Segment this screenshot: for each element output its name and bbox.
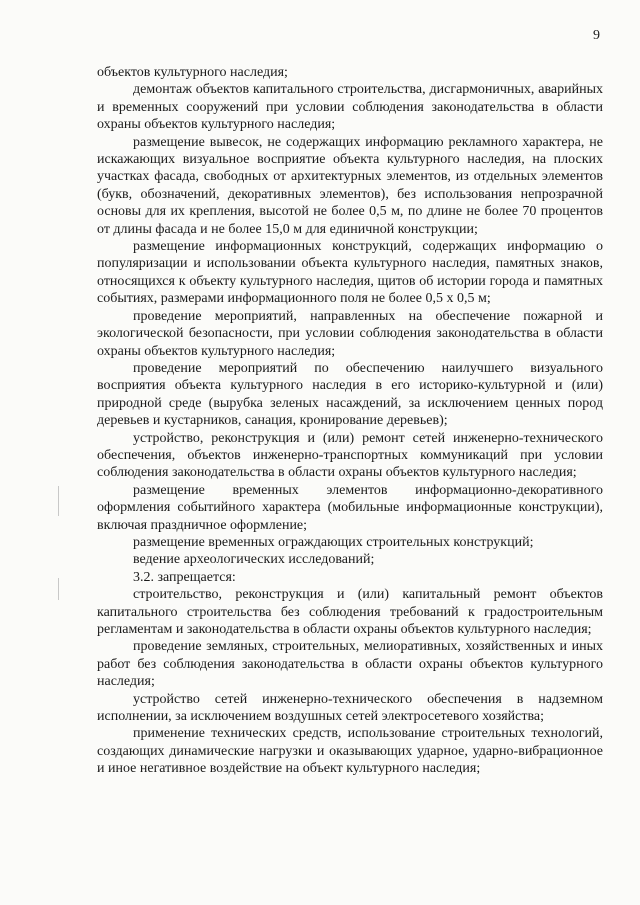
paragraph: размещение временных элементов информационно-декоративного оформления событийного характера (мобильные информационные конструкции), включая праздничное оформление; [97,482,603,533]
paragraph: строительство, реконструкция и (или) капитальный ремонт объектов капитального строительства без соблюдения требований к градостроительным регламентам и законодательства в области охраны объектов культурного наследия; [97,587,603,637]
document-body [97,64,603,778]
paragraph: демонтаж объектов капитального строительства, дисгармоничных, аварийных и временных сооружений при условии соблюдения законодательства в области охраны объектов культурного наследия; [97,82,603,133]
paragraph: проведение земляных, строительных, мелиоративных, хозяйственных и иных работ без соблюдения законодательства в области охраны объектов культурного наследия; [97,639,603,690]
page-number: 9 [593,28,600,43]
paragraph: проведение мероприятий, направленных на обеспечение пожарной и экологической безопасности, при условии соблюдения законодательства в области охраны объектов культурного наследия; [97,308,603,359]
paragraph: применение технических средств, использование строительных технологий, создающих динамические нагрузки и оказывающих ударное, ударно-вибрационное и иное негативное воздействие на объект культурного наследия; [97,726,603,777]
paragraph: устройство, реконструкция и (или) ремонт сетей инженерно-технического обеспечения, объектов инженерно-транспортных коммуникаций при условии соблюдения законодательства в области охраны объектов культурного наследия; [97,430,603,481]
paragraph: проведение мероприятий по обеспечению наилучшего визуального восприятия объекта культурного наследия в его историко-культурной и (или) природной среде (вырубка зеленых насаждений, за исключением ценных пород деревьев и кустарников, санация, кронирование деревьев); [97,360,603,429]
paragraph: ведение археологических исследований; [133,552,375,568]
paragraph: устройство сетей инженерно-технического обеспечения в надземном исполнении, за исключением воздушных сетей электросетевого хозяйства; [97,691,603,725]
paragraph: размещение временных ограждающих строительных конструкций; [133,534,534,550]
paragraph: объектов культурного наследия; [97,65,288,80]
section-heading: 3.2. запрещается: [133,569,236,585]
paragraph: размещение вывесок, не содержащих информацию рекламного характера, не искажающих визуальное восприятие объекта культурного наследия, на плоских участках фасада, свободных от архитектурных элементов, из отдельных элементов (букв, обозначений, декоративных элементов), без использования непрозрачной основы для их крепления, высотой не более 0,5 м, по длине не более 70 процентов от длины фасада и не более 15,0 м для единичной конструкции; [97,134,603,237]
paragraph: размещение информационных конструкций, содержащих информацию о популяризации и использовании объекта культурного наследия, памятных знаков, относящихся к объекту культурного наследия, щитов об истории города и памятных событиях, размерами информационного поля не более 0,5 х 0,5 м; [97,239,603,307]
margin-mark [58,578,59,600]
margin-mark [58,486,59,516]
